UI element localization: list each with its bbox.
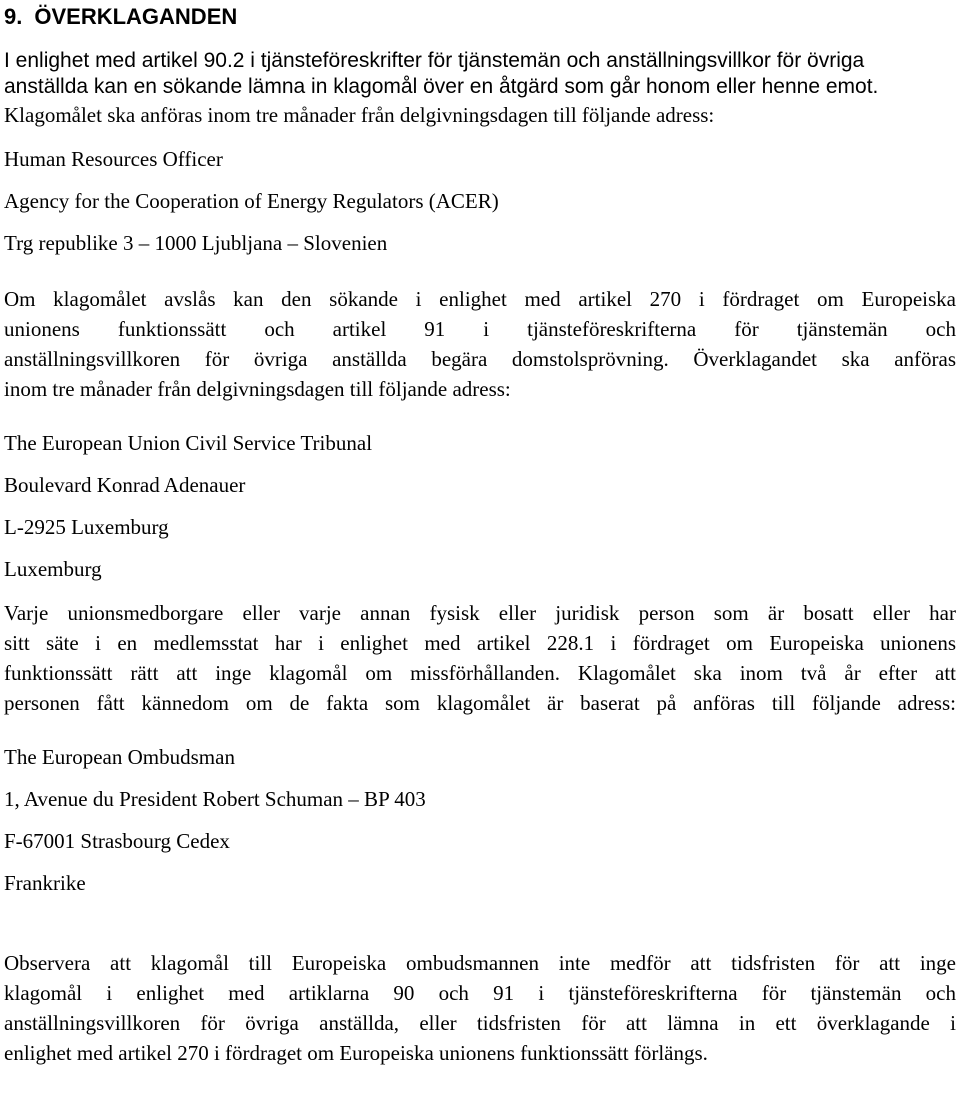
address-line: L-2925 Luxemburg	[4, 515, 169, 539]
paragraph-line: Observera att klagomål till Europeiska ombudsmannen inte medför att tidsfristen för att inge	[4, 951, 956, 975]
section-number: 9.	[4, 4, 23, 29]
section-title: ÖVERKLAGANDEN	[34, 4, 238, 29]
paragraph-line: personen fått kännedom om de fakta som klagomålet är baserat på anföras till följande adress:	[4, 691, 956, 715]
address-acer	[4, 144, 956, 258]
address-line: Frankrike	[4, 871, 86, 895]
paragraph-line: Om klagomålet avslås kan den sökande i enlighet med artikel 270 i fördraget om Europeiska	[4, 287, 956, 311]
intro-paragraph	[4, 46, 956, 130]
address-line: The European Ombudsman	[4, 745, 235, 769]
paragraph-ombudsman	[4, 598, 956, 718]
address-line: Trg republike 3 – 1000 Ljubljana – Slovenien	[4, 231, 388, 255]
paragraph-line: anställningsvillkoren för övriga anställda, eller tidsfristen för att lämna in ett överklagande i	[4, 1011, 956, 1035]
address-line: F-67001 Strasbourg Cedex	[4, 829, 230, 853]
paragraph-line: funktionssätt rätt att inge klagomål om missförhållanden. Klagomålet ska inom två år efter att	[4, 661, 956, 685]
paragraph-line: anställningsvillkoren för övriga anställda begära domstolsprövning. Överklagandet ska anföras	[4, 347, 956, 371]
intro-line: anställda kan en sökande lämna in klagomål över en åtgärd som går honom eller henne emot.	[4, 75, 879, 98]
document-page	[4, 0, 956, 1068]
address-line: Human Resources Officer	[4, 147, 223, 171]
section-heading	[4, 4, 956, 30]
address-tribunal	[4, 428, 956, 584]
paragraph-court	[4, 284, 956, 404]
address-line: Agency for the Cooperation of Energy Regulators (ACER)	[4, 189, 499, 213]
paragraph-note	[4, 948, 956, 1068]
paragraph-line: inom tre månader från delgivningsdagen till följande adress:	[4, 377, 511, 401]
intro-line: I enlighet med artikel 90.2 i tjänsteföreskrifter för tjänstemän och anställningsvillkor för övriga	[4, 49, 865, 72]
address-ombudsman	[4, 742, 956, 898]
address-line: The European Union Civil Service Tribunal	[4, 431, 373, 455]
address-line: Luxemburg	[4, 557, 102, 581]
address-line: 1, Avenue du President Robert Schuman – BP 403	[4, 787, 426, 811]
paragraph-line: sitt säte i en medlemsstat har i enlighet med artikel 228.1 i fördraget om Europeiska unionens	[4, 631, 956, 655]
paragraph-line: klagomål i enlighet med artiklarna 90 och 91 i tjänsteföreskrifterna för tjänstemän och	[4, 981, 956, 1005]
intro-serif-line: Klagomålet ska anföras inom tre månader från delgivningsdagen till följande adress:	[4, 103, 715, 127]
paragraph-line: enlighet med artikel 270 i fördraget om Europeiska unionens funktionssätt förlängs.	[4, 1041, 708, 1065]
address-line: Boulevard Konrad Adenauer	[4, 473, 246, 497]
paragraph-line: unionens funktionssätt och artikel 91 i tjänsteföreskrifterna för tjänstemän och	[4, 317, 956, 341]
paragraph-line: Varje unionsmedborgare eller varje annan fysisk eller juridisk person som är bosatt eller har	[4, 601, 956, 625]
